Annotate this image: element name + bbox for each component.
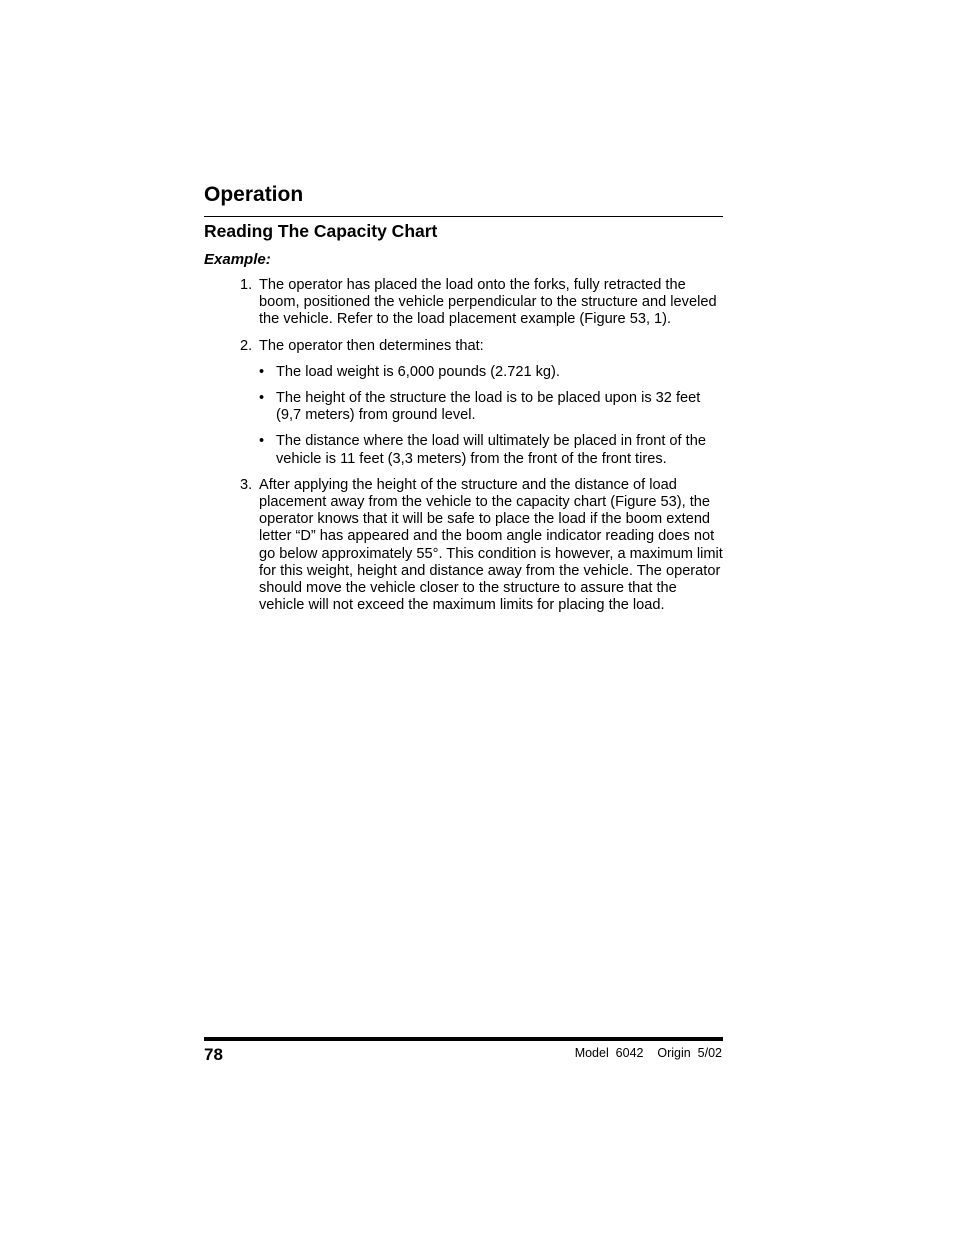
bullet-icon: • <box>259 363 265 380</box>
page-number: 78 <box>204 1045 223 1064</box>
example-label: Example: <box>204 251 271 268</box>
section-title: Operation <box>204 183 304 206</box>
footer-model-info: Model 6042 Origin 5/02 <box>574 1046 722 1060</box>
footer-divider <box>204 1037 723 1041</box>
step-number: 1. <box>240 277 253 293</box>
step-item <box>240 477 724 615</box>
bullet-item <box>259 364 724 381</box>
bullet-icon: • <box>259 390 265 407</box>
bullet-item <box>259 433 724 467</box>
step-text: The operator has placed the load onto the forks, fully retracted the boom, positioned the vehicle perpendicular to the structure and leveled the vehicle. Refer to the load placement example (Figure 53, 1). <box>259 277 717 328</box>
step-text: After applying the height of the structure and the distance of load placement away from the vehicle to the capacity chart (Figure 53), the operator knows that it will be safe to place the load if the boom extend letter “D” has appeared and the boom angle indicator reading does not go below approximately 55°. This condition is however, a maximum limit for this weight, height and distance away from the vehicle. The operator should move the vehicle closer to the structure to assure that the vehicle will not exceed the maximum limits for placing the load. <box>259 476 723 614</box>
step-text: The operator then determines that: <box>259 337 484 354</box>
step-number: 2. <box>240 337 253 354</box>
bullet-item <box>259 390 724 424</box>
step-item <box>240 277 724 329</box>
bullet-list <box>259 364 724 468</box>
subsection-title: Reading The Capacity Chart <box>204 221 438 241</box>
step-item <box>240 338 724 355</box>
bullet-text: The distance where the load will ultimately be placed in front of the vehicle is 11 feet (3,3 meters) from the front of the front tires. <box>276 433 706 467</box>
title-divider <box>204 216 723 217</box>
bullet-text: The height of the structure the load is to be placed upon is 32 feet (9,7 meters) from ground level. <box>276 390 701 424</box>
step-number: 3. <box>240 476 253 493</box>
steps-list <box>240 277 724 623</box>
bullet-icon: • <box>259 433 265 450</box>
bullet-text: The load weight is 6,000 pounds (2.721 kg). <box>276 363 560 380</box>
